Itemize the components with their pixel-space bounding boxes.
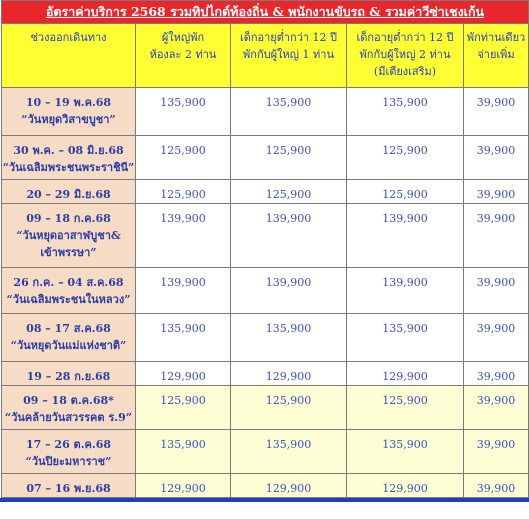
departure-date-line: “วันคล้ายวันสวรรคต ร.9” (4, 411, 133, 424)
table-row (2, 204, 529, 268)
column-header-line: เด็กอายุต่ำกว่า 12 ปี (239, 31, 338, 44)
column-header (231, 24, 347, 88)
departure-date-line: 09 – 18 ก.ค.68 (26, 212, 111, 225)
price-cell: 39,900 (464, 362, 529, 386)
departure-date-line: “วันเฉลิมพระชนพระราชินี” (2, 161, 135, 174)
departure-date-line: 19 – 28 ก.ย.68 (26, 370, 111, 383)
departure-date-cell (2, 474, 136, 498)
price-cell: 125,900 (136, 180, 231, 204)
price-cell: 39,900 (464, 474, 529, 498)
price-cell: 39,900 (464, 88, 529, 136)
column-header-line: จ่ายเพิ่ม (477, 48, 515, 61)
price-cell: 125,900 (136, 136, 231, 180)
price-cell: 139,900 (136, 268, 231, 314)
column-header-line: เด็กอายุต่ำกว่า 12 ปี (356, 31, 454, 44)
price-cell: 135,900 (231, 430, 347, 474)
departure-date-cell (2, 180, 136, 204)
departure-date-line: “วันเฉลิมพระชนในหลวง” (6, 293, 131, 306)
table-row (2, 474, 529, 498)
departure-date-cell (2, 386, 136, 430)
price-cell: 139,900 (347, 204, 464, 268)
column-header-line: ห้องละ 2 ท่าน (149, 48, 217, 61)
table-row (2, 136, 529, 180)
table-body (2, 88, 529, 498)
price-cell: 135,900 (347, 88, 464, 136)
departure-date-line: “วันหยุดวิสาขบูชา” (21, 113, 116, 126)
column-header (2, 24, 136, 88)
departure-date-line: “วันหยุดอาสาฬบูชา& (16, 229, 121, 242)
departure-date-line: 30 พ.ค. – 08 มิ.ย.68 (13, 144, 124, 157)
departure-date-cell (2, 314, 136, 362)
price-cell: 129,900 (347, 474, 464, 498)
departure-date-cell (2, 430, 136, 474)
price-cell: 39,900 (464, 204, 529, 268)
price-cell: 139,900 (136, 204, 231, 268)
departure-date-cell (2, 204, 136, 268)
price-cell: 129,900 (136, 362, 231, 386)
price-cell: 135,900 (231, 88, 347, 136)
price-cell: 39,900 (464, 386, 529, 430)
table-row (2, 314, 529, 362)
column-header (347, 24, 464, 88)
column-header-line: พักท่านเดียว (466, 31, 526, 44)
price-cell: 135,900 (231, 314, 347, 362)
price-cell: 129,900 (231, 474, 347, 498)
departure-date-cell (2, 362, 136, 386)
price-cell: 39,900 (464, 136, 529, 180)
departure-date-line: 09 – 18 ต.ค.68* (23, 394, 114, 407)
price-cell: 129,900 (231, 362, 347, 386)
column-header-line: พักกับผู้ใหญ่ 2 ท่าน (359, 48, 451, 61)
departure-date-line: “วันหยุดวันแม่แห่งชาติ” (10, 339, 127, 352)
price-cell: 139,900 (231, 268, 347, 314)
price-cell: 39,900 (464, 268, 529, 314)
departure-date-cell (2, 268, 136, 314)
departure-date-line: เข้าพรรษา” (40, 246, 97, 259)
price-cell: 125,900 (231, 136, 347, 180)
column-header-line: พักกับผู้ใหญ่ 1 ท่าน (243, 48, 334, 61)
price-cell: 135,900 (136, 314, 231, 362)
header-row (2, 24, 529, 88)
table-title: อัตราค่าบริการ 2568 รวมทิปไกด์ท้องถิ่น & พนักงานขับรถ & รวมค่าวีซ่าเชงเก้น (2, 1, 529, 24)
column-header-line: ผู้ใหญ่พัก (161, 31, 205, 44)
footer-bar (0, 498, 529, 502)
column-header-line: (มีเตียงเสริม) (373, 65, 437, 78)
price-cell: 139,900 (347, 268, 464, 314)
price-cell: 135,900 (136, 88, 231, 136)
departure-date-line: 10 – 19 พ.ค.68 (25, 96, 112, 109)
departure-date-line: 07 – 16 พ.ย.68 (26, 482, 111, 495)
departure-date-line: 08 – 17 ส.ค.68 (26, 322, 111, 335)
price-cell: 135,900 (136, 430, 231, 474)
price-cell: 139,900 (231, 204, 347, 268)
price-cell: 125,900 (231, 180, 347, 204)
price-cell: 125,900 (347, 386, 464, 430)
price-cell: 135,900 (347, 430, 464, 474)
price-cell: 39,900 (464, 314, 529, 362)
departure-date-line: “วันปิยะมหาราช” (25, 455, 112, 468)
price-cell: 135,900 (347, 314, 464, 362)
price-table (1, 0, 529, 498)
departure-date-cell (2, 88, 136, 136)
departure-date-line: 26 ก.ค. – 04 ส.ค.68 (13, 276, 124, 289)
price-cell: 39,900 (464, 430, 529, 474)
price-cell: 125,900 (231, 386, 347, 430)
table-row (2, 386, 529, 430)
departure-date-line: 17 – 26 ต.ค.68 (25, 438, 112, 451)
table-row (2, 430, 529, 474)
column-header (136, 24, 231, 88)
price-cell: 125,900 (136, 386, 231, 430)
price-cell: 129,900 (136, 474, 231, 498)
table-row (2, 88, 529, 136)
price-cell: 39,900 (464, 180, 529, 204)
price-cell: 125,900 (347, 180, 464, 204)
column-header (464, 24, 529, 88)
table-row (2, 268, 529, 314)
price-cell: 129,900 (347, 362, 464, 386)
table-row (2, 180, 529, 204)
departure-date-line: 20 – 29 มิ.ย.68 (26, 188, 111, 201)
price-cell: 125,900 (347, 136, 464, 180)
column-header-line: ช่วงออกเดินทาง (30, 31, 107, 44)
table-row (2, 362, 529, 386)
departure-date-cell (2, 136, 136, 180)
